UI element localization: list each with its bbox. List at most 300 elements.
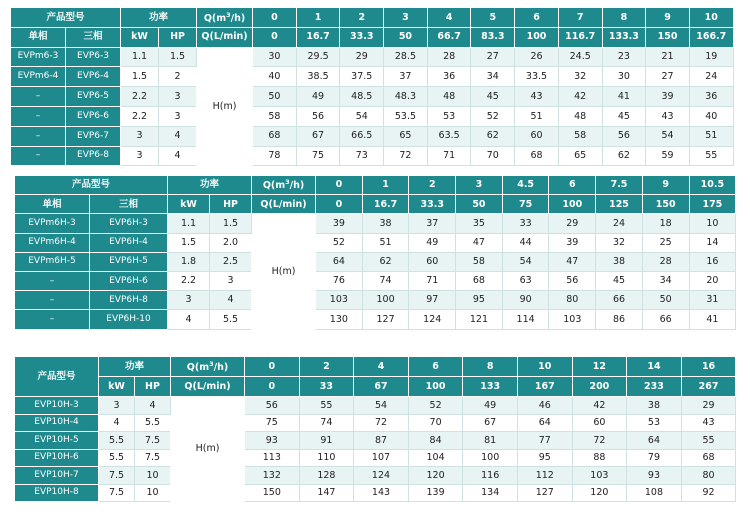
head-value: 65 (558, 146, 602, 166)
head-value: 87 (354, 432, 409, 450)
head-value: 93 (627, 467, 682, 485)
table-row (15, 271, 736, 290)
head-value: 39 (646, 87, 690, 107)
three-phase-model: EVP6H-4 (90, 233, 168, 252)
table-row (11, 126, 734, 146)
head-value: 66 (642, 310, 689, 329)
head-value: 107 (354, 449, 409, 467)
table-row (15, 310, 736, 329)
head-value: 38 (362, 214, 409, 233)
head-value: 29 (681, 397, 736, 415)
head-value: 30 (253, 47, 297, 67)
hp-value: 7.5 (135, 432, 171, 450)
kw-value: 7.5 (99, 484, 135, 502)
head-value: 75 (296, 146, 340, 166)
head-value: 103 (316, 291, 363, 310)
head-value: 88 (572, 449, 627, 467)
head-value: 64 (316, 252, 363, 271)
head-value: 143 (354, 484, 409, 502)
table-row (15, 432, 736, 450)
flow-lmin-value: 175 (689, 195, 736, 214)
head-value: 34 (471, 67, 515, 87)
single-phase-model: – (11, 106, 66, 126)
head-value: 72 (384, 146, 428, 166)
model-name: EVP10H-8 (15, 484, 99, 502)
head-value: 30 (602, 67, 646, 87)
head-value: 79 (627, 449, 682, 467)
kw-value: 2.2 (121, 106, 159, 126)
head-value: 14 (689, 233, 736, 252)
head-value: 127 (517, 484, 572, 502)
kw-value: 7.5 (99, 467, 135, 485)
hp-header: HP (135, 377, 171, 397)
hp-header: HP (159, 27, 197, 47)
kw-header: kW (168, 195, 210, 214)
flow-m3h-value: 7.5 (596, 176, 643, 195)
three-phase-model: EVP6-3 (66, 47, 121, 67)
hp-value: 3 (159, 87, 197, 107)
head-value: 72 (354, 414, 409, 432)
head-value: 86 (596, 310, 643, 329)
model-name: EVP10H-4 (15, 414, 99, 432)
head-value: 68 (456, 271, 503, 290)
flow-lmin-value: 133.3 (602, 27, 646, 47)
head-value: 93 (245, 432, 300, 450)
hp-header: HP (210, 195, 252, 214)
head-value: 124 (409, 310, 456, 329)
head-value: 63.5 (427, 126, 471, 146)
header-row-2 (15, 377, 736, 397)
head-value: 56 (245, 397, 300, 415)
flow-m3h-value: 0 (253, 8, 297, 28)
head-value: 38 (627, 397, 682, 415)
single-phase-model: EVPm6-4 (11, 67, 66, 87)
head-value: 41 (689, 310, 736, 329)
flow-lmin-value: 233 (627, 377, 682, 397)
single-phase-model: – (11, 87, 66, 107)
head-value: 47 (456, 233, 503, 252)
flow-m3h-value: 4 (427, 8, 471, 28)
head-value: 31 (689, 291, 736, 310)
head-value: 60 (409, 252, 456, 271)
head-value: 124 (354, 467, 409, 485)
table-row (15, 397, 736, 415)
kw-value: 1.1 (121, 47, 159, 67)
table-row (11, 106, 734, 126)
head-value: 45 (602, 106, 646, 126)
flow-lmin-value: 83.3 (471, 27, 515, 47)
head-value: 21 (646, 47, 690, 67)
head-value: 54 (502, 252, 549, 271)
head-value: 51 (515, 106, 559, 126)
power-header: 功率 (168, 176, 252, 195)
three-phase-model: EVP6H-10 (90, 310, 168, 329)
hp-value: 10 (135, 467, 171, 485)
head-value: 132 (245, 467, 300, 485)
head-value: 26 (515, 47, 559, 67)
kw-value: 1.5 (121, 67, 159, 87)
head-value: 80 (549, 291, 596, 310)
head-value: 40 (689, 106, 733, 126)
head-value: 29.5 (296, 47, 340, 67)
head-value: 55 (299, 397, 354, 415)
flow-m3h-value: 0 (316, 176, 363, 195)
flow-m3h-value: 6 (549, 176, 596, 195)
head-value: 39 (316, 214, 363, 233)
head-value: 16 (689, 252, 736, 271)
head-value: 81 (463, 432, 518, 450)
model-name: EVP10H-6 (15, 449, 99, 467)
head-value: 70 (408, 414, 463, 432)
head-value: 90 (502, 291, 549, 310)
head-value: 67 (296, 126, 340, 146)
head-value: 54 (646, 126, 690, 146)
hp-value: 4 (159, 146, 197, 166)
kw-value: 3 (121, 146, 159, 166)
three-phase-model: EVP6-5 (66, 87, 121, 107)
head-value: 80 (681, 467, 736, 485)
flow-m3h-value: 2 (340, 8, 384, 28)
flow-m3h-value: 5 (471, 8, 515, 28)
single-phase-model: EVPm6H-3 (15, 214, 90, 233)
head-value: 54 (354, 397, 409, 415)
head-value: 50 (642, 291, 689, 310)
head-value: 52 (316, 233, 363, 252)
head-value: 42 (558, 87, 602, 107)
head-value: 48.3 (384, 87, 428, 107)
kw-value: 1.1 (168, 214, 210, 233)
flow-m3h-label: $Q(m^3/h)$ (171, 357, 245, 377)
flow-m3h-value: 8 (463, 357, 518, 377)
head-value: 66.5 (340, 126, 384, 146)
flow-m3h-value: 10 (689, 8, 733, 28)
head-value: 27 (471, 47, 515, 67)
three-phase-model: EVP6-8 (66, 146, 121, 166)
table-row (15, 414, 736, 432)
head-value: 29 (340, 47, 384, 67)
flow-m3h-label: $Q(m^3/h)$ (252, 176, 316, 195)
head-value: 46 (517, 397, 572, 415)
head-value: 147 (299, 484, 354, 502)
head-value: 68 (253, 126, 297, 146)
head-value: 35 (456, 214, 503, 233)
head-value: 62 (362, 252, 409, 271)
single-phase-header: 单相 (15, 195, 90, 214)
head-value: 51 (362, 233, 409, 252)
head-value: 95 (456, 291, 503, 310)
kw-value: 5.5 (99, 432, 135, 450)
kw-value: 3 (121, 126, 159, 146)
head-value: 97 (409, 291, 456, 310)
table-row (15, 291, 736, 310)
flow-lmin-value: 75 (502, 195, 549, 214)
flow-lmin-value: 33.3 (409, 195, 456, 214)
head-value: 24 (596, 214, 643, 233)
head-value: 56 (549, 271, 596, 290)
model-header: 产品型号 (11, 8, 121, 28)
head-value: 95 (517, 449, 572, 467)
head-value: 74 (299, 414, 354, 432)
head-value: 37.5 (340, 67, 384, 87)
head-value: 49 (463, 397, 518, 415)
model-header: 产品型号 (15, 176, 168, 195)
flow-m3h-value: 3 (456, 176, 503, 195)
flow-lmin-label: Q(L/min) (252, 195, 316, 214)
head-value: 37 (409, 214, 456, 233)
head-value: 58 (253, 106, 297, 126)
head-value: 50 (253, 87, 297, 107)
head-value: 113 (245, 449, 300, 467)
head-value: 77 (517, 432, 572, 450)
single-phase-model: – (11, 126, 66, 146)
flow-lmin-label: Q(L/min) (171, 377, 245, 397)
flow-m3h-value: 1 (296, 8, 340, 28)
head-value: 150 (245, 484, 300, 502)
pump-spec-table-evp6h (14, 175, 736, 330)
head-value: 120 (572, 484, 627, 502)
head-value: 66 (596, 291, 643, 310)
head-value: 18 (642, 214, 689, 233)
head-value: 62 (471, 126, 515, 146)
head-value: 64 (627, 432, 682, 450)
single-phase-model: EVPm6H-4 (15, 233, 90, 252)
head-value: 104 (408, 449, 463, 467)
head-value: 33 (502, 214, 549, 233)
flow-lmin-value: 16.7 (362, 195, 409, 214)
head-value: 103 (572, 467, 627, 485)
head-value: 112 (517, 467, 572, 485)
flow-m3h-label: $Q(m^3/h)$ (197, 8, 253, 28)
head-value: 121 (456, 310, 503, 329)
head-value: 41 (602, 87, 646, 107)
head-value: 49 (296, 87, 340, 107)
head-value: 45 (596, 271, 643, 290)
head-value: 52 (471, 106, 515, 126)
flow-lmin-value: 267 (681, 377, 736, 397)
single-phase-header: 单相 (11, 27, 66, 47)
head-value: 39 (549, 233, 596, 252)
head-value: 33.5 (515, 67, 559, 87)
kw-value: 2.2 (168, 271, 210, 290)
hp-value: 10 (135, 484, 171, 502)
flow-lmin-value: 200 (572, 377, 627, 397)
head-value: 63 (502, 271, 549, 290)
header-row-2 (11, 27, 734, 47)
flow-lmin-label: Q(L/min) (197, 27, 253, 47)
head-value: 62 (602, 146, 646, 166)
head-value: 44 (502, 233, 549, 252)
flow-lmin-value: 66.7 (427, 27, 471, 47)
head-value: 28 (642, 252, 689, 271)
head-value: 28.5 (384, 47, 428, 67)
table-row (15, 233, 736, 252)
head-value: 67 (463, 414, 518, 432)
hp-value: 3 (210, 271, 252, 290)
head-value: 51 (689, 126, 733, 146)
three-phase-model: EVP6-4 (66, 67, 121, 87)
head-value: 56 (296, 106, 340, 126)
flow-m3h-value: 7 (558, 8, 602, 28)
head-value: 32 (558, 67, 602, 87)
head-value: 74 (362, 271, 409, 290)
head-value: 29 (549, 214, 596, 233)
head-value: 24.5 (558, 47, 602, 67)
head-value: 108 (627, 484, 682, 502)
head-value: 68 (681, 449, 736, 467)
kw-value: 1.8 (168, 252, 210, 271)
table-row (11, 47, 734, 67)
model-header: 产品型号 (15, 357, 99, 397)
head-value: 32 (596, 233, 643, 252)
single-phase-model: EVPm6H-5 (15, 252, 90, 271)
flow-m3h-value: 4 (354, 357, 409, 377)
single-phase-model: – (11, 146, 66, 166)
flow-m3h-value: 8 (602, 8, 646, 28)
head-value: 37 (384, 67, 428, 87)
head-value: 43 (515, 87, 559, 107)
flow-lmin-value: 167 (517, 377, 572, 397)
three-phase-model: EVP6H-5 (90, 252, 168, 271)
head-value: 48.5 (340, 87, 384, 107)
head-value: 54 (340, 106, 384, 126)
head-value: 49 (409, 233, 456, 252)
hp-value: 2 (159, 67, 197, 87)
flow-lmin-value: 0 (245, 377, 300, 397)
head-value: 92 (681, 484, 736, 502)
head-value: 100 (362, 291, 409, 310)
head-value: 91 (299, 432, 354, 450)
head-value: 28 (427, 47, 471, 67)
flow-m3h-value: 2 (409, 176, 456, 195)
head-value: 60 (515, 126, 559, 146)
head-value: 56 (602, 126, 646, 146)
head-value: 120 (408, 467, 463, 485)
head-value: 68 (515, 146, 559, 166)
single-phase-model: EVPm6-3 (11, 47, 66, 67)
hp-value: 3 (159, 106, 197, 126)
flow-lmin-value: 150 (642, 195, 689, 214)
head-value: 10 (689, 214, 736, 233)
single-phase-model: – (15, 291, 90, 310)
kw-value: 2.2 (121, 87, 159, 107)
head-value: 38.5 (296, 67, 340, 87)
head-value: 24 (689, 67, 733, 87)
flow-lmin-value: 133 (463, 377, 518, 397)
kw-value: 3 (99, 397, 135, 415)
hp-value: 1.5 (210, 214, 252, 233)
head-value: 100 (463, 449, 518, 467)
hp-value: 5.5 (210, 310, 252, 329)
kw-value: 5.5 (99, 449, 135, 467)
head-value: 45 (471, 87, 515, 107)
table-row (15, 252, 736, 271)
head-value: 127 (362, 310, 409, 329)
head-value: 42 (572, 397, 627, 415)
head-value: 48 (558, 106, 602, 126)
table-row (11, 87, 734, 107)
head-value: 73 (340, 146, 384, 166)
pump-spec-table-evp6 (10, 7, 734, 166)
head-value: 134 (463, 484, 518, 502)
head-label: H(m) (171, 397, 245, 502)
flow-m3h-value: 6 (408, 357, 463, 377)
three-phase-model: EVP6H-6 (90, 271, 168, 290)
three-phase-model: EVP6H-3 (90, 214, 168, 233)
head-value: 52 (408, 397, 463, 415)
head-value: 53.5 (384, 106, 428, 126)
head-value: 55 (681, 432, 736, 450)
kw-value: 3 (168, 291, 210, 310)
table-row (11, 146, 734, 166)
flow-lmin-value: 100 (515, 27, 559, 47)
head-value: 128 (299, 467, 354, 485)
flow-lmin-value: 50 (384, 27, 428, 47)
hp-value: 4 (210, 291, 252, 310)
header-row-1 (15, 176, 736, 195)
head-label: H(m) (252, 214, 316, 329)
hp-value: 2.5 (210, 252, 252, 271)
flow-m3h-value: 0 (245, 357, 300, 377)
head-value: 78 (253, 146, 297, 166)
head-value: 47 (549, 252, 596, 271)
flow-m3h-value: 10.5 (689, 176, 736, 195)
power-header: 功率 (121, 8, 197, 28)
header-row-1 (15, 357, 736, 377)
table-row (15, 449, 736, 467)
flow-lmin-value: 100 (549, 195, 596, 214)
head-value: 55 (689, 146, 733, 166)
head-value: 130 (316, 310, 363, 329)
head-value: 70 (471, 146, 515, 166)
three-phase-header: 三相 (66, 27, 121, 47)
model-name: EVP10H-7 (15, 467, 99, 485)
flow-lmin-value: 150 (646, 27, 690, 47)
hp-value: 4 (159, 126, 197, 146)
hp-value: 5.5 (135, 414, 171, 432)
kw-value: 4 (99, 414, 135, 432)
flow-lmin-value: 33.3 (340, 27, 384, 47)
hp-value: 7.5 (135, 449, 171, 467)
head-value: 116 (463, 467, 518, 485)
flow-lmin-value: 16.7 (296, 27, 340, 47)
flow-lmin-value: 50 (456, 195, 503, 214)
table-row (15, 467, 736, 485)
table-row (11, 67, 734, 87)
head-value: 75 (245, 414, 300, 432)
hp-value: 1.5 (159, 47, 197, 67)
model-name: EVP10H-5 (15, 432, 99, 450)
flow-lmin-value: 116.7 (558, 27, 602, 47)
flow-m3h-value: 3 (384, 8, 428, 28)
head-value: 43 (681, 414, 736, 432)
table-row (15, 214, 736, 233)
head-value: 36 (689, 87, 733, 107)
head-value: 19 (689, 47, 733, 67)
flow-m3h-value: 2 (299, 357, 354, 377)
hp-value: 4 (135, 397, 171, 415)
flow-m3h-value: 9 (642, 176, 689, 195)
pump-spec-table-evp10h (14, 356, 736, 502)
head-value: 53 (427, 106, 471, 126)
flow-m3h-value: 6 (515, 8, 559, 28)
flow-m3h-value: 10 (517, 357, 572, 377)
head-value: 114 (502, 310, 549, 329)
header-row-1 (11, 8, 734, 28)
three-phase-model: EVP6-6 (66, 106, 121, 126)
head-value: 72 (572, 432, 627, 450)
flow-lmin-value: 67 (354, 377, 409, 397)
kw-header: kW (121, 27, 159, 47)
